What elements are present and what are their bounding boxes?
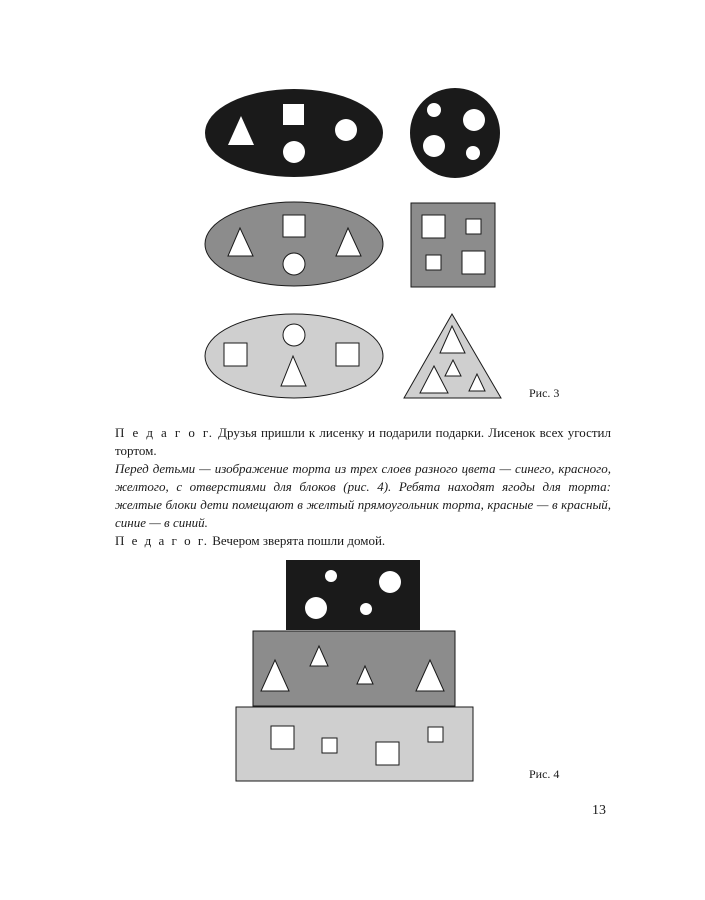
figure-3	[0, 0, 705, 410]
light-oval-card	[205, 314, 383, 398]
figure-4	[0, 550, 705, 790]
paragraph-2-body: Перед детьми — изображение торта из трех слоев разного цвета — синего, красного, желтого, с отверстиями для блоков (рис. 4). Ребята находят ягоды для торта: желтые блоки дети помещают в желтый прямоугольник торта, красные — в красный, синие — в синий.	[115, 461, 611, 530]
black-circle-card	[410, 88, 500, 178]
figure-3-caption: Рис. 3	[529, 386, 560, 400]
circle-hole	[335, 119, 357, 141]
gray-oval-card	[205, 202, 383, 286]
page-number: 13	[592, 803, 606, 818]
square-hole	[283, 104, 304, 125]
body-text	[115, 424, 611, 550]
paragraph-1-body: Друзья пришли к лисенку и подарили подарки. Лисенок всех угостил тортом.	[115, 425, 611, 458]
cake-bottom-layer	[236, 707, 473, 781]
circle-hole	[283, 141, 305, 163]
light-triangle-card	[404, 314, 501, 398]
gray-square-card	[411, 203, 495, 287]
paragraph-3	[115, 532, 611, 550]
paragraph-1	[115, 424, 611, 460]
paragraph-3-body: Вечером зверята пошли домой.	[212, 533, 386, 548]
figure-4-caption: Рис. 4	[529, 767, 560, 781]
speaker-label: П е д а г о г.	[115, 533, 209, 548]
black-oval-card	[205, 89, 383, 177]
cake-middle-layer	[253, 631, 455, 706]
paragraph-2	[115, 460, 611, 532]
cake-top-layer	[286, 560, 420, 630]
speaker-label: П е д а г о г.	[115, 425, 215, 440]
